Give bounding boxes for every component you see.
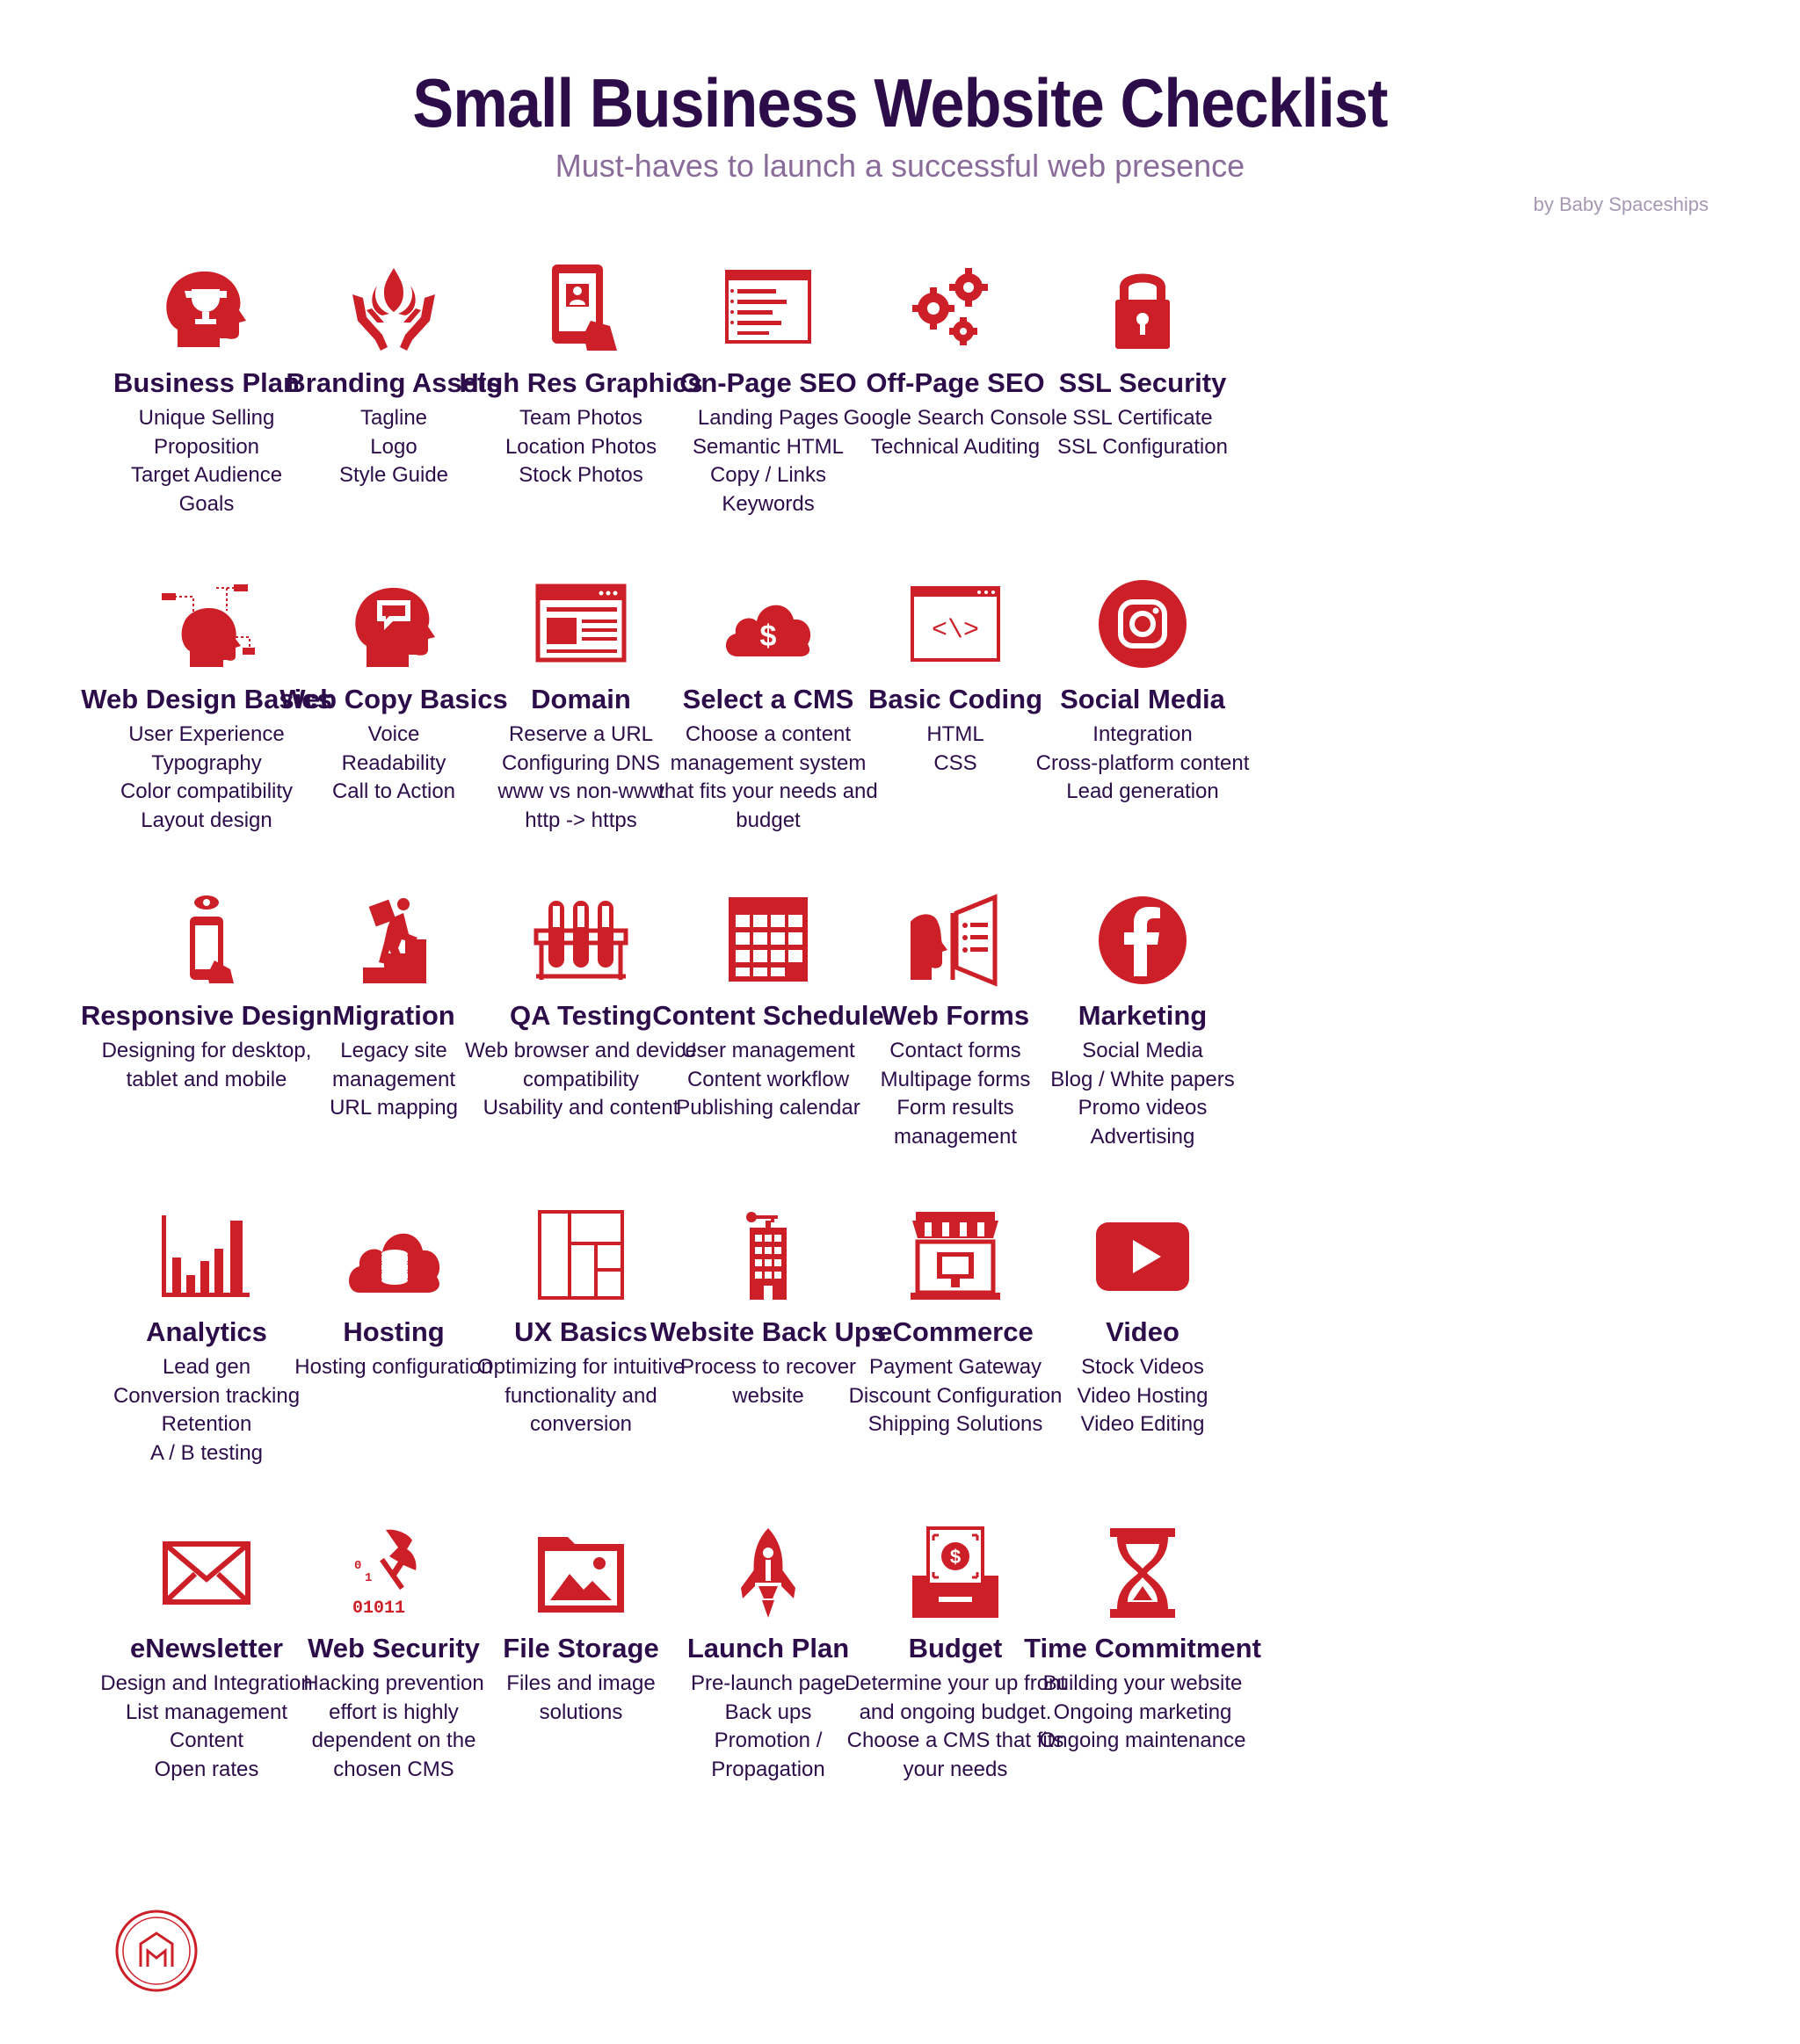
- test-tubes-icon: [528, 888, 634, 993]
- checklist-item-line: Hosting configuration: [294, 1355, 493, 1379]
- checklist-item-title: High Res Graphics: [459, 367, 703, 398]
- checklist-item-title: Hosting: [343, 1316, 445, 1347]
- hands-flower-icon: [341, 255, 446, 360]
- checklist-item-line: Team Photos: [519, 406, 643, 430]
- page-title: Small Business Website Checklist: [412, 64, 1388, 141]
- cash-register-icon: [903, 1520, 1008, 1626]
- checklist-item-line: Conversion tracking: [112, 1383, 301, 1408]
- checklist-item-line: Copy / Links: [709, 463, 827, 487]
- checklist-item-line: Publishing calendar: [676, 1096, 860, 1120]
- checklist-item-line: Location Photos: [504, 434, 657, 459]
- checklist-item-title: Website Back Ups: [650, 1316, 887, 1347]
- checklist-item-line: compatibility: [522, 1067, 640, 1091]
- webpage-lines-icon: [715, 255, 821, 360]
- checklist-item-title: Web Forms: [881, 1000, 1030, 1031]
- checklist-item-line: Configuring DNS: [501, 750, 661, 775]
- checklist-item-line: Google Search Console: [843, 406, 1068, 430]
- checklist-item-line: Promotion /: [714, 1729, 823, 1752]
- checklist-item-line: Web browser and device: [465, 1039, 697, 1062]
- checklist-item-line: Determine your up front: [844, 1671, 1067, 1695]
- padlock-icon: [1090, 255, 1195, 360]
- checklist-item-line: Content workflow: [686, 1067, 850, 1091]
- checklist-item-title: Responsive Design: [81, 1000, 332, 1031]
- calendar-icon: [715, 888, 821, 993]
- checklist-item-line: Logo: [370, 434, 417, 459]
- head-speech-icon: [341, 571, 446, 677]
- checklist-item-title: Analytics: [146, 1316, 267, 1347]
- checklist-item-line: Discount Configuration: [848, 1383, 1063, 1408]
- checklist-item-line: Content: [169, 1729, 244, 1752]
- checklist-item-line: Files and image: [506, 1671, 656, 1695]
- byline: by Baby Spaceships: [1533, 193, 1709, 215]
- checklist-item-line: Process to recover: [679, 1355, 857, 1379]
- svg-text:$: $: [949, 1546, 962, 1568]
- checklist-item-title: Web Copy Basics: [279, 684, 508, 714]
- checklist-item-line: and ongoing budget.: [859, 1700, 1052, 1724]
- checklist-item-line: Voice: [367, 722, 420, 746]
- checklist-item-line: Keywords: [722, 491, 815, 516]
- checklist-item-line: Color compatibility: [120, 779, 294, 803]
- checklist-item-line: Promo videos: [1078, 1096, 1208, 1120]
- checklist-item-line: Layout design: [141, 808, 272, 832]
- checklist-item-title: Select a CMS: [682, 684, 854, 714]
- bar-chart-icon: [154, 1204, 259, 1309]
- phone-hand-icon: [154, 888, 259, 993]
- checklist-item-line: Stock Videos: [1081, 1355, 1204, 1379]
- person-stairs-icon: [341, 888, 446, 993]
- checklist-item-line: Typography: [151, 750, 262, 775]
- head-trophy-icon: [154, 255, 259, 360]
- checklist-item-title: Off-Page SEO: [866, 367, 1045, 398]
- code-window-icon: [903, 571, 1008, 677]
- checklist-item-title: On-Page SEO: [679, 367, 857, 398]
- checklist-item-lines: [1004, 404, 1281, 461]
- checklist-item-line: Lead generation: [1066, 779, 1219, 803]
- checklist-item-title: eCommerce: [877, 1316, 1034, 1347]
- checklist-item-line: http -> https: [525, 808, 637, 832]
- checklist-item-line: Advertising: [1090, 1124, 1195, 1149]
- checklist-item-line: A / B testing: [149, 1440, 264, 1465]
- checklist-item-line: Multipage forms: [880, 1067, 1031, 1091]
- svg-text:1: 1: [365, 1571, 373, 1585]
- checklist-item-line: management system: [670, 750, 867, 775]
- checklist-item-lines: [1004, 1353, 1281, 1439]
- checklist-item-line: www vs non-www: [497, 779, 664, 803]
- checklist-item-title: Video: [1106, 1316, 1179, 1347]
- checklist-item-title: QA Testing: [510, 1000, 652, 1031]
- checklist-item-line: CSS: [933, 750, 977, 775]
- gears-icon: [903, 255, 1008, 360]
- checklist-item-line: Integration: [1092, 722, 1193, 746]
- storefront-icon: [903, 1204, 1008, 1309]
- checklist-item-line: Ongoing marketing: [1053, 1700, 1232, 1724]
- checklist-item-line: HTML: [926, 722, 984, 746]
- envelope-icon: [154, 1520, 259, 1626]
- hourglass-icon: [1090, 1520, 1195, 1626]
- checklist-item-title: Business Plan: [113, 367, 300, 398]
- checklist-item-line: Choose a CMS that fits: [846, 1729, 1064, 1752]
- rocket-icon: [715, 1520, 821, 1626]
- checklist-item-title: Web Design Basics: [81, 684, 332, 714]
- checklist-item-line: URL mapping: [330, 1096, 458, 1120]
- checklist-item-line: effort is highly: [329, 1700, 459, 1724]
- checklist-item-line: Semantic HTML: [692, 434, 845, 459]
- header: [0, 0, 1800, 228]
- checklist-item-title: Social Media: [1060, 684, 1225, 714]
- checklist-item-line: management: [331, 1067, 456, 1091]
- checklist-item-title: Branding Assets: [286, 367, 502, 398]
- checklist-item-title: Time Commitment: [1024, 1633, 1261, 1663]
- checklist-item-line: that fits your needs and: [658, 779, 878, 803]
- checklist-item-line: Retention: [161, 1412, 252, 1436]
- checklist-item-title: File Storage: [503, 1633, 659, 1663]
- checklist-item-line: tablet and mobile: [126, 1067, 287, 1091]
- checklist-item-line: List management: [125, 1700, 288, 1724]
- checklist-item-line: website: [732, 1383, 804, 1408]
- axe-binary-icon: [341, 1520, 446, 1626]
- checklist-item-title: Migration: [332, 1000, 455, 1031]
- browser-window-icon: [528, 571, 634, 677]
- checklist-item-line: Landing Pages: [697, 406, 839, 430]
- checklist-item-title: Domain: [531, 684, 631, 714]
- checklist-item-line: Video Hosting: [1077, 1383, 1208, 1408]
- checklist-item-line: Target Audience: [130, 463, 283, 487]
- checklist-item-title: Web Security: [308, 1633, 480, 1663]
- checklist-item-line: Legacy site: [340, 1039, 447, 1062]
- checklist-item-title: Content Schedule: [652, 1000, 884, 1031]
- checklist-item-line: Cross-platform content: [1035, 750, 1250, 775]
- svg-text:$: $: [759, 620, 777, 653]
- checklist-item-line: Designing for desktop,: [101, 1039, 312, 1062]
- head-form-icon: [903, 888, 1008, 993]
- instagram-icon: [1090, 571, 1195, 677]
- checklist-item-title: Launch Plan: [686, 1633, 850, 1663]
- checklist-item-line: Technical Auditing: [870, 434, 1041, 459]
- checklist-item-line: Ongoing maintenance: [1039, 1729, 1246, 1752]
- cloud-database-icon: [341, 1204, 446, 1309]
- checklist-item-line: Blog / White papers: [1050, 1067, 1235, 1091]
- checklist-item-title: eNewsletter: [129, 1633, 284, 1663]
- cloud-dollar-icon: [715, 571, 821, 677]
- checklist-item-title: UX Basics: [514, 1316, 648, 1347]
- checklist-item-line: Form results: [896, 1096, 1014, 1120]
- brand-logo-icon: [114, 1909, 199, 1993]
- checklist-item-line: functionality and: [504, 1383, 657, 1408]
- checklist-item-line: Open rates: [154, 1757, 259, 1781]
- checklist-item-line: Choose a content: [685, 722, 852, 746]
- play-button-icon: [1090, 1204, 1195, 1309]
- checklist-item-line: Back ups: [724, 1700, 812, 1724]
- checklist-item-line: Pre-launch page: [690, 1671, 846, 1695]
- checklist-item-line: your needs: [903, 1757, 1008, 1781]
- building-key-icon: [715, 1204, 821, 1309]
- checklist-item-line: Reserve a URL: [508, 722, 654, 746]
- checklist-item-line: Stock Photos: [519, 463, 643, 487]
- checklist-item-lines: [1004, 721, 1281, 807]
- checklist-item-line: Payment Gateway: [868, 1355, 1042, 1379]
- checklist-item-line: Video Editing: [1080, 1412, 1205, 1436]
- checklist-item-title: SSL Security: [1058, 367, 1227, 398]
- checklist-item-line: Shipping Solutions: [867, 1412, 1043, 1436]
- checklist-item-line: Proposition: [153, 434, 260, 459]
- tablet-photo-icon: [528, 255, 634, 360]
- checklist-item-line: conversion: [529, 1412, 633, 1436]
- checklist-item-title: Budget: [908, 1633, 1003, 1663]
- checklist-item-line: Design and Integration: [100, 1671, 313, 1695]
- checklist-item-line: Optimizing for intuitive: [476, 1355, 686, 1379]
- facebook-icon: [1090, 888, 1195, 993]
- page-subtitle: Must-haves to launch a successful web presence: [555, 148, 1245, 184]
- svg-text:0: 0: [354, 1559, 362, 1573]
- checklist-item-line: management: [893, 1124, 1018, 1149]
- checklist-item-line: Propagation: [711, 1757, 825, 1781]
- checklist-item-line: Style Guide: [338, 463, 449, 487]
- checklist-item-title: Marketing: [1078, 1000, 1208, 1031]
- checklist-item-line: Lead gen: [162, 1355, 251, 1379]
- checklist-item-line: Social Media: [1082, 1039, 1203, 1062]
- checklist-item-line: User management: [681, 1039, 855, 1062]
- checklist-item-line: Contact forms: [889, 1039, 1021, 1062]
- checklist-item-lines: [1004, 1037, 1281, 1151]
- checklist-item-line: Unique Selling: [138, 406, 275, 430]
- checklist-item-line: Call to Action: [331, 779, 456, 803]
- checklist-item-line: Readability: [341, 750, 446, 775]
- checklist-item-title: Basic Coding: [867, 684, 1043, 714]
- checklist-item-line: Hacking prevention: [303, 1671, 484, 1695]
- checklist-item-line: SSL Certificate: [1072, 406, 1213, 430]
- checklist-item-line: Goals: [178, 491, 235, 516]
- checklist-item-line: budget: [736, 808, 801, 832]
- checklist-item-line: User Experience: [128, 722, 285, 746]
- folder-image-icon: [528, 1520, 634, 1626]
- checklist-item-line: dependent on the: [311, 1729, 476, 1752]
- checklist-item-line: SSL Configuration: [1057, 434, 1228, 459]
- layout-grid-icon: [528, 1204, 634, 1309]
- checklist-item-line: Usability and content: [483, 1096, 679, 1120]
- checklist-item-line: Tagline: [359, 406, 428, 430]
- checklist-item-lines: [1004, 1670, 1281, 1756]
- checklist-item-line: chosen CMS: [333, 1757, 454, 1781]
- svg-text:01011: 01011: [352, 1598, 406, 1619]
- checklist-item-line: Building your website: [1042, 1671, 1243, 1695]
- svg-text:<\>: <\>: [931, 616, 980, 646]
- head-wireframe-icon: [154, 571, 259, 677]
- checklist-item-line: solutions: [539, 1700, 623, 1724]
